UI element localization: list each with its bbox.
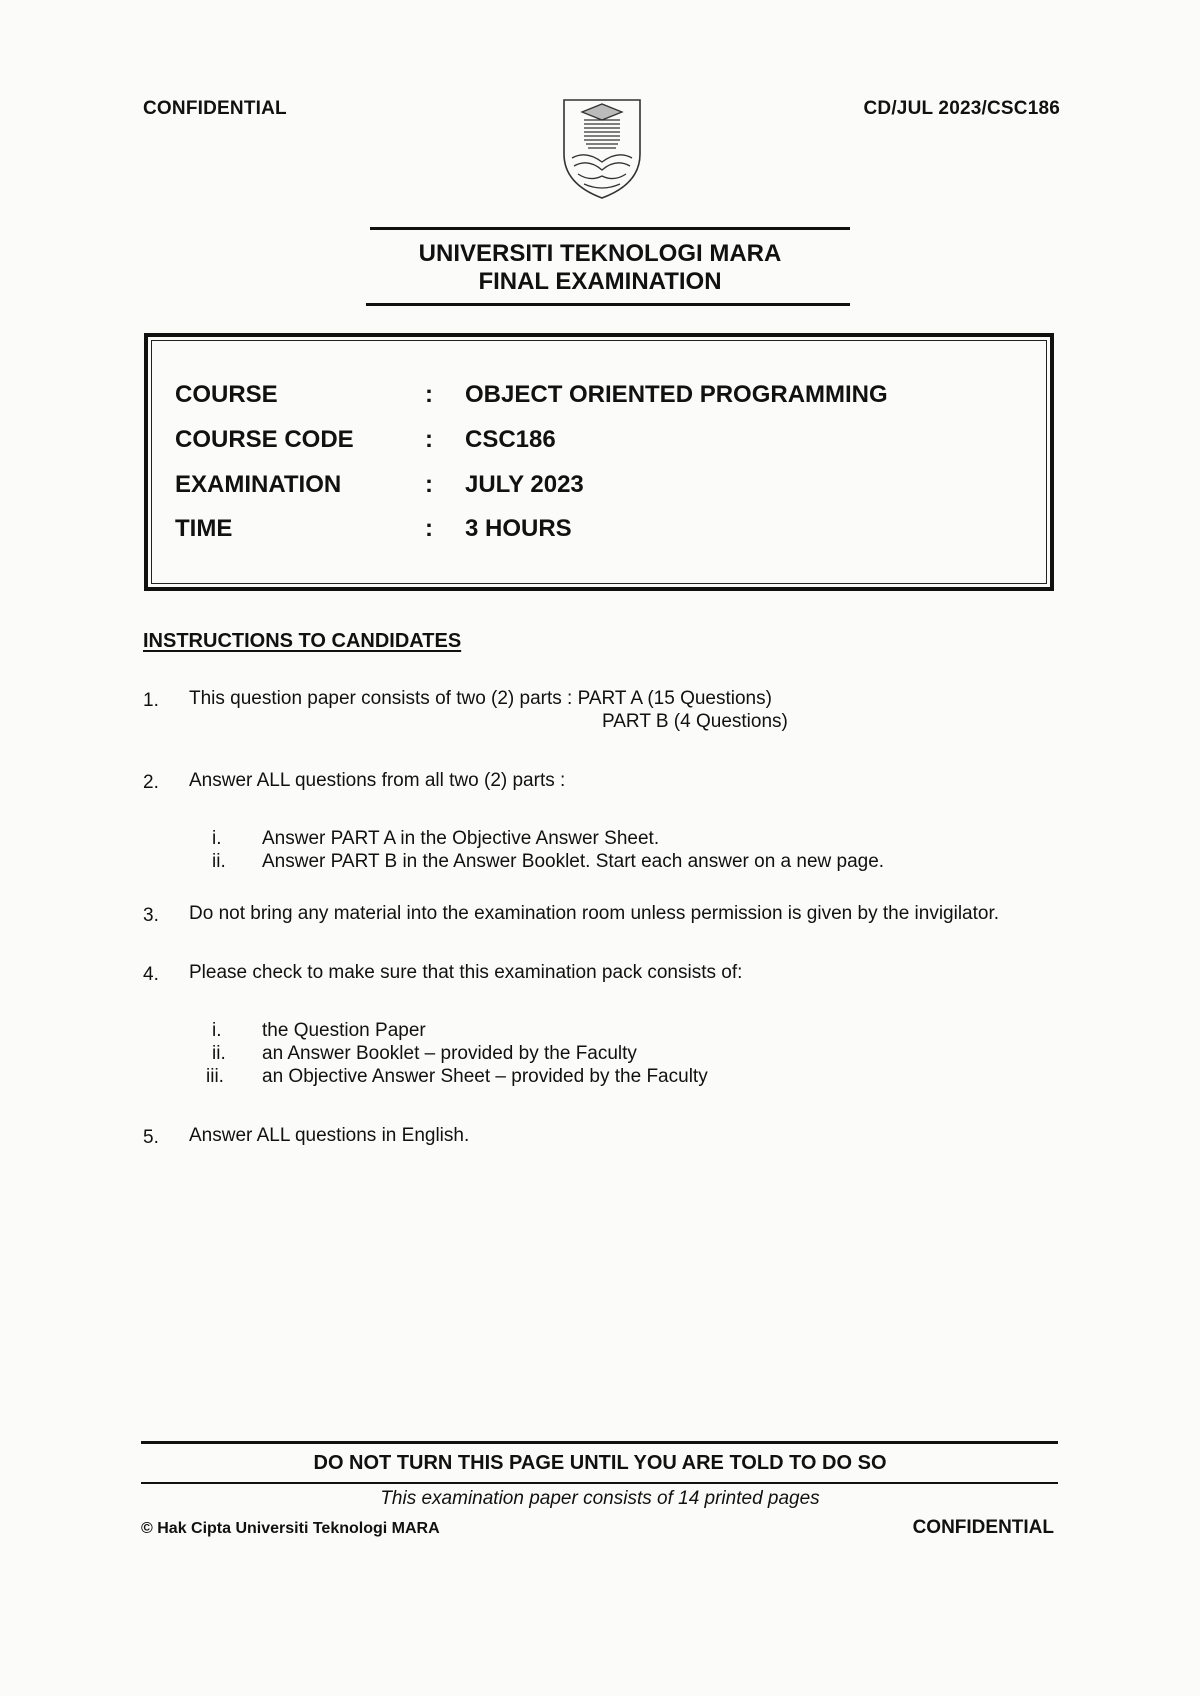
do-not-turn-warning: DO NOT TURN THIS PAGE UNTIL YOU ARE TOLD TO DO SO (313, 1452, 887, 1474)
header-confidential-label: CONFIDENTIAL (143, 98, 287, 119)
course-code-label: COURSE CODE (175, 426, 354, 453)
title-bottom-rule (366, 303, 850, 306)
sub-item-number: ii. (212, 1043, 226, 1064)
sub-item-number: i. (212, 828, 222, 849)
course-code-value: CSC186 (465, 426, 556, 453)
instruction-item-2 (0, 770, 1200, 870)
instruction-item-1 (0, 688, 1200, 738)
instruction-item-5 (0, 1125, 1200, 1151)
instruction-item-3 (0, 903, 1200, 929)
time-separator: : (425, 515, 433, 542)
sub-item-number: ii. (212, 851, 226, 872)
instruction-text: Please check to make sure that this examination pack consists of: (189, 962, 743, 983)
instruction-text: Answer ALL questions from all two (2) parts : (189, 770, 566, 791)
footer-top-rule (141, 1441, 1058, 1444)
course-value: OBJECT ORIENTED PROGRAMMING (465, 381, 888, 408)
page-count-note: This examination paper consists of 14 printed pages (380, 1488, 820, 1509)
sub-item-text: the Question Paper (262, 1020, 426, 1041)
time-label: TIME (175, 515, 233, 542)
instruction-number: 5. (143, 1127, 159, 1148)
copyright-notice: © Hak Cipta Universiti Teknologi MARA (141, 1520, 440, 1537)
examination-separator: : (425, 471, 433, 498)
course-details-box (144, 333, 1054, 591)
sub-item-text: Answer PART A in the Objective Answer Sheet. (262, 828, 660, 849)
sub-item-text: an Objective Answer Sheet – provided by the Faculty (262, 1066, 708, 1087)
footer-confidential-label: CONFIDENTIAL (912, 1517, 1054, 1538)
university-name: UNIVERSITI TEKNOLOGI MARA (418, 240, 782, 267)
time-value: 3 HOURS (465, 515, 572, 542)
instruction-text-continuation: PART B (4 Questions) (602, 711, 788, 732)
examination-value: JULY 2023 (465, 471, 584, 498)
instruction-text: Do not bring any material into the examination room unless permission is given by the invigilator. (189, 903, 1000, 924)
course-separator: : (425, 381, 433, 408)
sub-item-number: iii. (206, 1066, 224, 1087)
sub-item-number: i. (212, 1020, 222, 1041)
course-label: COURSE (175, 381, 278, 408)
sub-item-text: an Answer Booklet – provided by the Faculty (262, 1043, 637, 1064)
instruction-number: 1. (143, 690, 159, 711)
footer-bottom-rule (141, 1482, 1058, 1484)
university-crest-icon (558, 96, 646, 202)
examination-label: EXAMINATION (175, 471, 342, 498)
instruction-item-4 (0, 962, 1200, 1092)
instruction-text: This question paper consists of two (2) parts : PART A (15 Questions) (189, 688, 772, 709)
instruction-number: 3. (143, 905, 159, 926)
instructions-heading: INSTRUCTIONS TO CANDIDATES (143, 630, 462, 652)
exam-type-title: FINAL EXAMINATION (478, 268, 722, 295)
course-code-separator: : (425, 426, 433, 453)
instruction-text: Answer ALL questions in English. (189, 1125, 470, 1146)
instruction-number: 2. (143, 772, 159, 793)
exam-reference-code: CD/JUL 2023/CSC186 (863, 98, 1060, 119)
title-top-rule (370, 227, 850, 230)
sub-item-text: Answer PART B in the Answer Booklet. Start each answer on a new page. (262, 851, 885, 872)
instruction-number: 4. (143, 964, 159, 985)
